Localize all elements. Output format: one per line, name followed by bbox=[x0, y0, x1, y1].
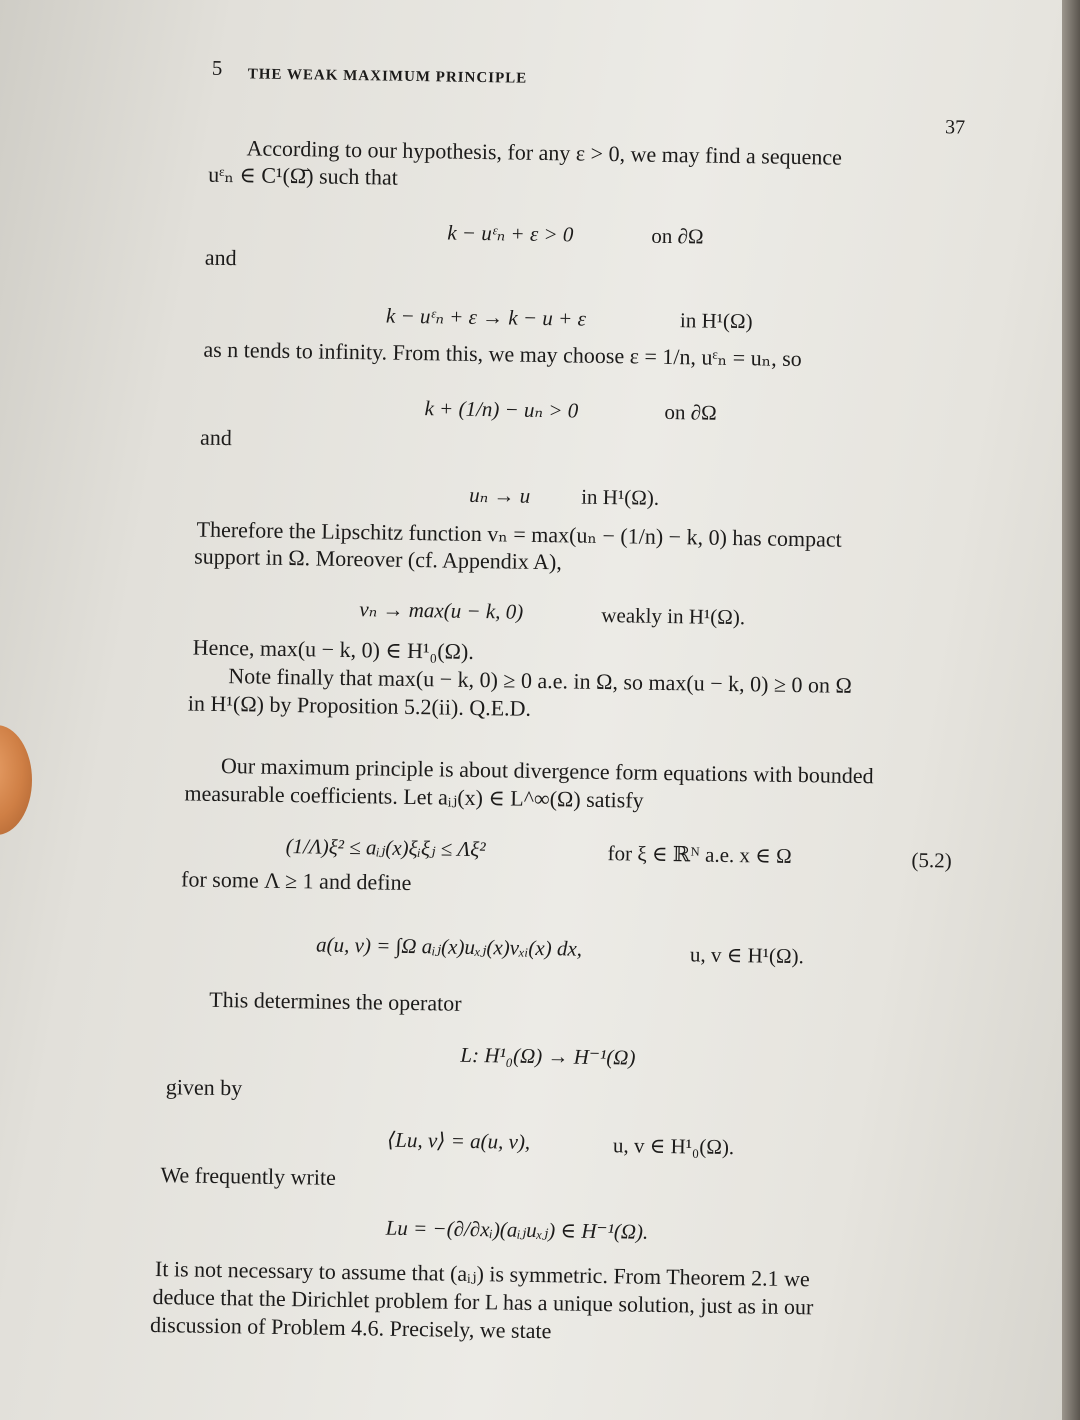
equation-condition: in H¹(Ω). bbox=[581, 484, 660, 510]
text-line: support in Ω. Moreover (cf. Appendix A), bbox=[194, 543, 563, 575]
equation: vₙ → max(u − k, 0) bbox=[359, 597, 524, 624]
text-line: According to our hypothesis, for any ε > 0, we may find a sequence bbox=[246, 135, 843, 170]
text-line: discussion of Problem 4.6. Precisely, we state bbox=[149, 1311, 552, 1344]
text-line: We frequently write bbox=[160, 1162, 337, 1190]
equation: ⟨Lu, v⟩ = a(u, v), bbox=[386, 1127, 531, 1154]
equation-condition: weakly in H¹(Ω). bbox=[601, 602, 746, 630]
text-line: Therefore the Lipschitz function vₙ = max(uₙ − (1/n) − k, 0) has compact bbox=[196, 516, 842, 552]
equation: Lu = −(∂/∂xᵢ)(aᵢⱼuₓⱼ) ∈ H⁻¹(Ω). bbox=[385, 1215, 649, 1244]
text-line: Hence, max(u − k, 0) ∈ H¹₀(Ω). bbox=[192, 634, 475, 664]
chapter-number: 5 bbox=[211, 55, 223, 80]
equation: uₙ → u bbox=[469, 482, 531, 508]
equation: (1/Λ)ξ² ≤ aᵢⱼ(x)ξᵢξⱼ ≤ Λξ² bbox=[285, 834, 486, 862]
text-line: deduce that the Dirichlet problem for L has a unique solution, just as in our bbox=[152, 1283, 814, 1320]
text-line: as n tends to infinity. From this, we may choose ε = 1/n, uᵋₙ = uₙ, so bbox=[203, 336, 802, 372]
equation-number: (5.2) bbox=[911, 847, 952, 873]
text-line: Our maximum principle is about divergence form equations with bounded bbox=[220, 752, 874, 789]
equation: k − uᵋₙ + ε → k − u + ε bbox=[385, 303, 587, 331]
text-line: in H¹(Ω) by Proposition 5.2(ii). Q.E.D. bbox=[187, 690, 532, 721]
equation-condition: u, v ∈ H¹₀(Ω). bbox=[612, 1133, 735, 1160]
equation-condition: for ξ ∈ ℝᴺ a.e. x ∈ Ω bbox=[607, 841, 792, 868]
text-line: This determines the operator bbox=[209, 986, 462, 1016]
text-line: for some Λ ≥ 1 and define bbox=[180, 866, 412, 896]
page-number: 37 bbox=[944, 116, 966, 139]
equation-condition: u, v ∈ H¹(Ω). bbox=[689, 942, 805, 969]
equation: L: H¹₀(Ω) → H⁻¹(Ω) bbox=[460, 1042, 636, 1070]
text-line: measurable coefficients. Let aᵢⱼ(x) ∈ L^∞(Ω) satisfy bbox=[184, 780, 644, 813]
text-line: and bbox=[204, 244, 237, 271]
text-line: and bbox=[199, 424, 233, 451]
text-line: given by bbox=[165, 1074, 243, 1101]
equation-condition: on ∂Ω bbox=[664, 399, 717, 425]
equation: k + (1/n) − uₙ > 0 bbox=[424, 396, 579, 423]
text-line: It is not necessary to assume that (aᵢⱼ) is symmetric. From Theorem 2.1 we bbox=[154, 1256, 810, 1292]
equation: k − uᵋₙ + ε > 0 bbox=[447, 220, 574, 247]
equation-condition: in H¹(Ω) bbox=[679, 308, 753, 334]
text-line: Note finally that max(u − k, 0) ≥ 0 a.e. in Ω, so max(u − k, 0) ≥ 0 on Ω bbox=[228, 663, 853, 698]
text-line: uᵋₙ ∈ C¹(Ω̄) such that bbox=[208, 161, 399, 190]
running-head: THE WEAK MAXIMUM PRINCIPLE bbox=[247, 66, 528, 87]
equation-condition: on ∂Ω bbox=[651, 223, 704, 249]
equation: a(u, v) = ∫Ω aᵢⱼ(x)uₓⱼ(x)vₓᵢ(x) dx, bbox=[315, 932, 583, 961]
